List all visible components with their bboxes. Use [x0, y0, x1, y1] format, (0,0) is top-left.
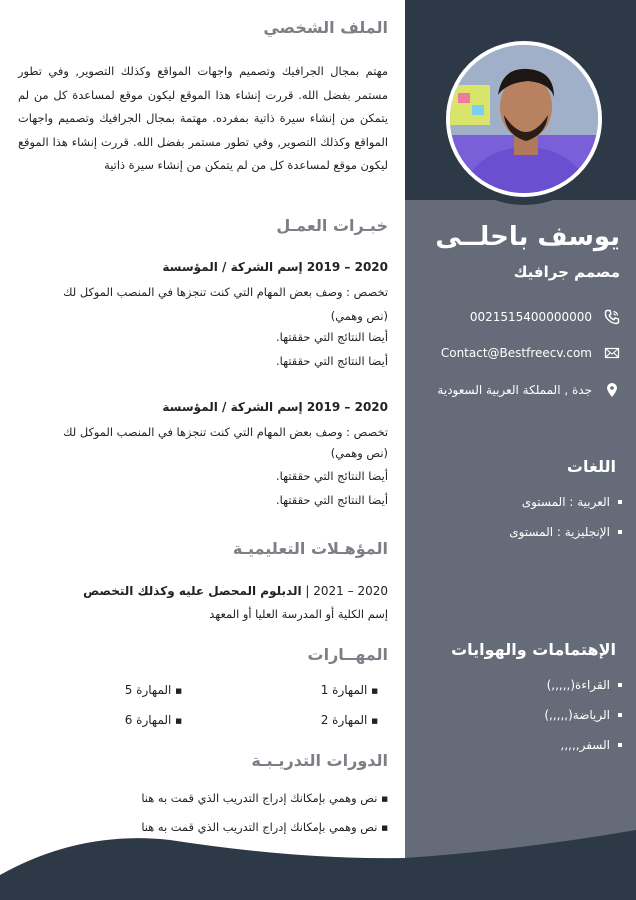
job-result: أيضا النتائج التي حققتها. — [276, 354, 388, 368]
bottom-wave-decoration — [0, 820, 636, 900]
education-degree: الدبلوم المحصل عليه وكذلك التخصص — [83, 584, 302, 598]
envelope-icon — [604, 345, 620, 361]
job-description: تخصص : وصف بعض المهام التي كنت تنجزها في المنصب الموكل لك — [63, 285, 388, 299]
education-entry — [83, 584, 388, 598]
job-description-note: (نص وهمي) — [330, 446, 388, 460]
interests-heading: الإهتمامات والهوايات — [451, 640, 616, 659]
interest-item: السفر,,,,, — [544, 730, 622, 760]
contact-phone — [470, 309, 620, 325]
location-pin-icon — [604, 382, 620, 398]
interest-item: القراءة(,,,,,) — [544, 670, 622, 700]
person-photo-icon — [450, 45, 598, 193]
phone-icon — [604, 309, 620, 325]
job-result: أيضا النتائج التي حققتها. — [276, 493, 388, 507]
phone-number: 0021515400000000 — [469, 310, 592, 324]
education-years: 2020 – 2021 | — [305, 584, 388, 598]
language-item: الإنجليزية : المستوى — [509, 517, 622, 547]
skill-item: ■ المهارة 6 — [125, 713, 182, 727]
skill-item: ■ المهارة 5 — [125, 683, 182, 697]
language-item: العربية : المستوى — [509, 487, 622, 517]
contact-email — [441, 345, 620, 361]
job-heading: 2020 – 2019 إسم الشركة / المؤسسة — [162, 260, 388, 274]
contact-address — [437, 382, 620, 398]
job-description: تخصص : وصف بعض المهام التي كنت تنجزها في المنصب الموكل لك — [63, 425, 388, 439]
job-heading: 2020 – 2019 إسم الشركة / المؤسسة — [162, 400, 388, 414]
education-school: إسم الكلية أو المدرسة العليا أو المعهد — [209, 607, 388, 621]
interest-item: الرياضة(,,,,,) — [544, 700, 622, 730]
skills-heading: المهــارات — [307, 645, 388, 664]
candidate-name: يوسف باحلــى — [435, 222, 620, 252]
sidebar — [405, 0, 636, 900]
address-text: جدة , المملكة العربية السعودية — [437, 383, 592, 397]
profile-heading: الملف الشخصي — [263, 18, 388, 37]
job-result: أيضا النتائج التي حققتها. — [276, 330, 388, 344]
job-result: أيضا النتائج التي حققتها. — [276, 469, 388, 483]
profile-photo — [446, 41, 602, 197]
candidate-job-title: مصمم جرافيك — [513, 263, 620, 281]
email-address: Contact@Bestfreecv.com — [440, 346, 592, 360]
profile-text: مهتم بمجال الجرافيك وتصميم واجهات المواقع وكذلك التصوير, وفي تطور مستمر بفضل الله. قررت إنشاء هذا الموقع ليكون موقع لمساعدة كل من لم يتمكن من إنشاء سيرة ذاتية بمفرده. مهتمة بمجال الجرافيك وتصميم واجهات المواقع وكذلك التصوير, وفي تطور مستمر بفضل الله. قررت إنشاء هذا الموقع ليكون موقع لمساعدة كل من لم يتمكن من إنشاء سيرة ذاتية — [18, 64, 388, 172]
languages-heading: اللغات — [566, 457, 616, 476]
course-item: ■ نص وهمي بإمكانك إدراج التدريب الذي قمت به هنا — [141, 791, 388, 805]
profile-photo-frame — [438, 33, 610, 205]
course-item: ■ نص وهمي بإمكانك إدراج التدريب الذي قمت به هنا — [141, 820, 388, 834]
experience-heading: خبـرات العمـل — [276, 216, 388, 235]
education-heading: المؤهـلات التعليميـة — [232, 539, 388, 558]
courses-heading: الدورات التدريـبـة — [251, 751, 388, 770]
skill-item: ■ المهارة 2 — [321, 713, 378, 727]
interests-list — [544, 670, 622, 760]
job-description-note: (نص وهمي) — [330, 309, 388, 323]
languages-list — [509, 487, 622, 547]
skill-item: ■ المهارة 1 — [321, 683, 378, 697]
